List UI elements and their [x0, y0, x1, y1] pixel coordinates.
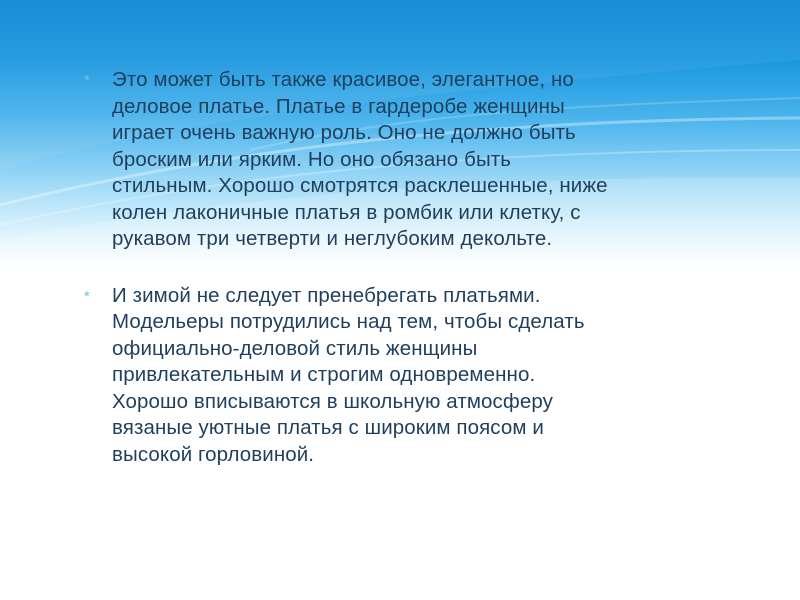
- bullet-item: [84, 283, 724, 469]
- bullet-text: И зимой не следует пренебрегать платьями. Модельеры потрудились над тем, чтобы сделать официально-деловой стиль женщины привлекательным и строгим одновременно. Хорошо вписываются в школьную атмосферу вязаные уютные платья с широким поясом и высокой горловиной.: [112, 283, 585, 466]
- bullet-marker-icon: *: [84, 72, 90, 89]
- bullet-marker-icon: *: [84, 287, 90, 305]
- slide-content: [84, 67, 724, 498]
- bullet-text: Это может быть также красивое, элегантное, но деловое платье. Платье в гардеробе женщины играет очень важную роль. Оно не должно быть броским или ярким. Но оно обязано быть стильным. Хорошо смотрятся расклешенные, ниже колен лаконичные платья в ромбик или клетку, с рукавом три четверти и неглубоким декольте.: [112, 68, 608, 250]
- bullet-item: [84, 67, 724, 253]
